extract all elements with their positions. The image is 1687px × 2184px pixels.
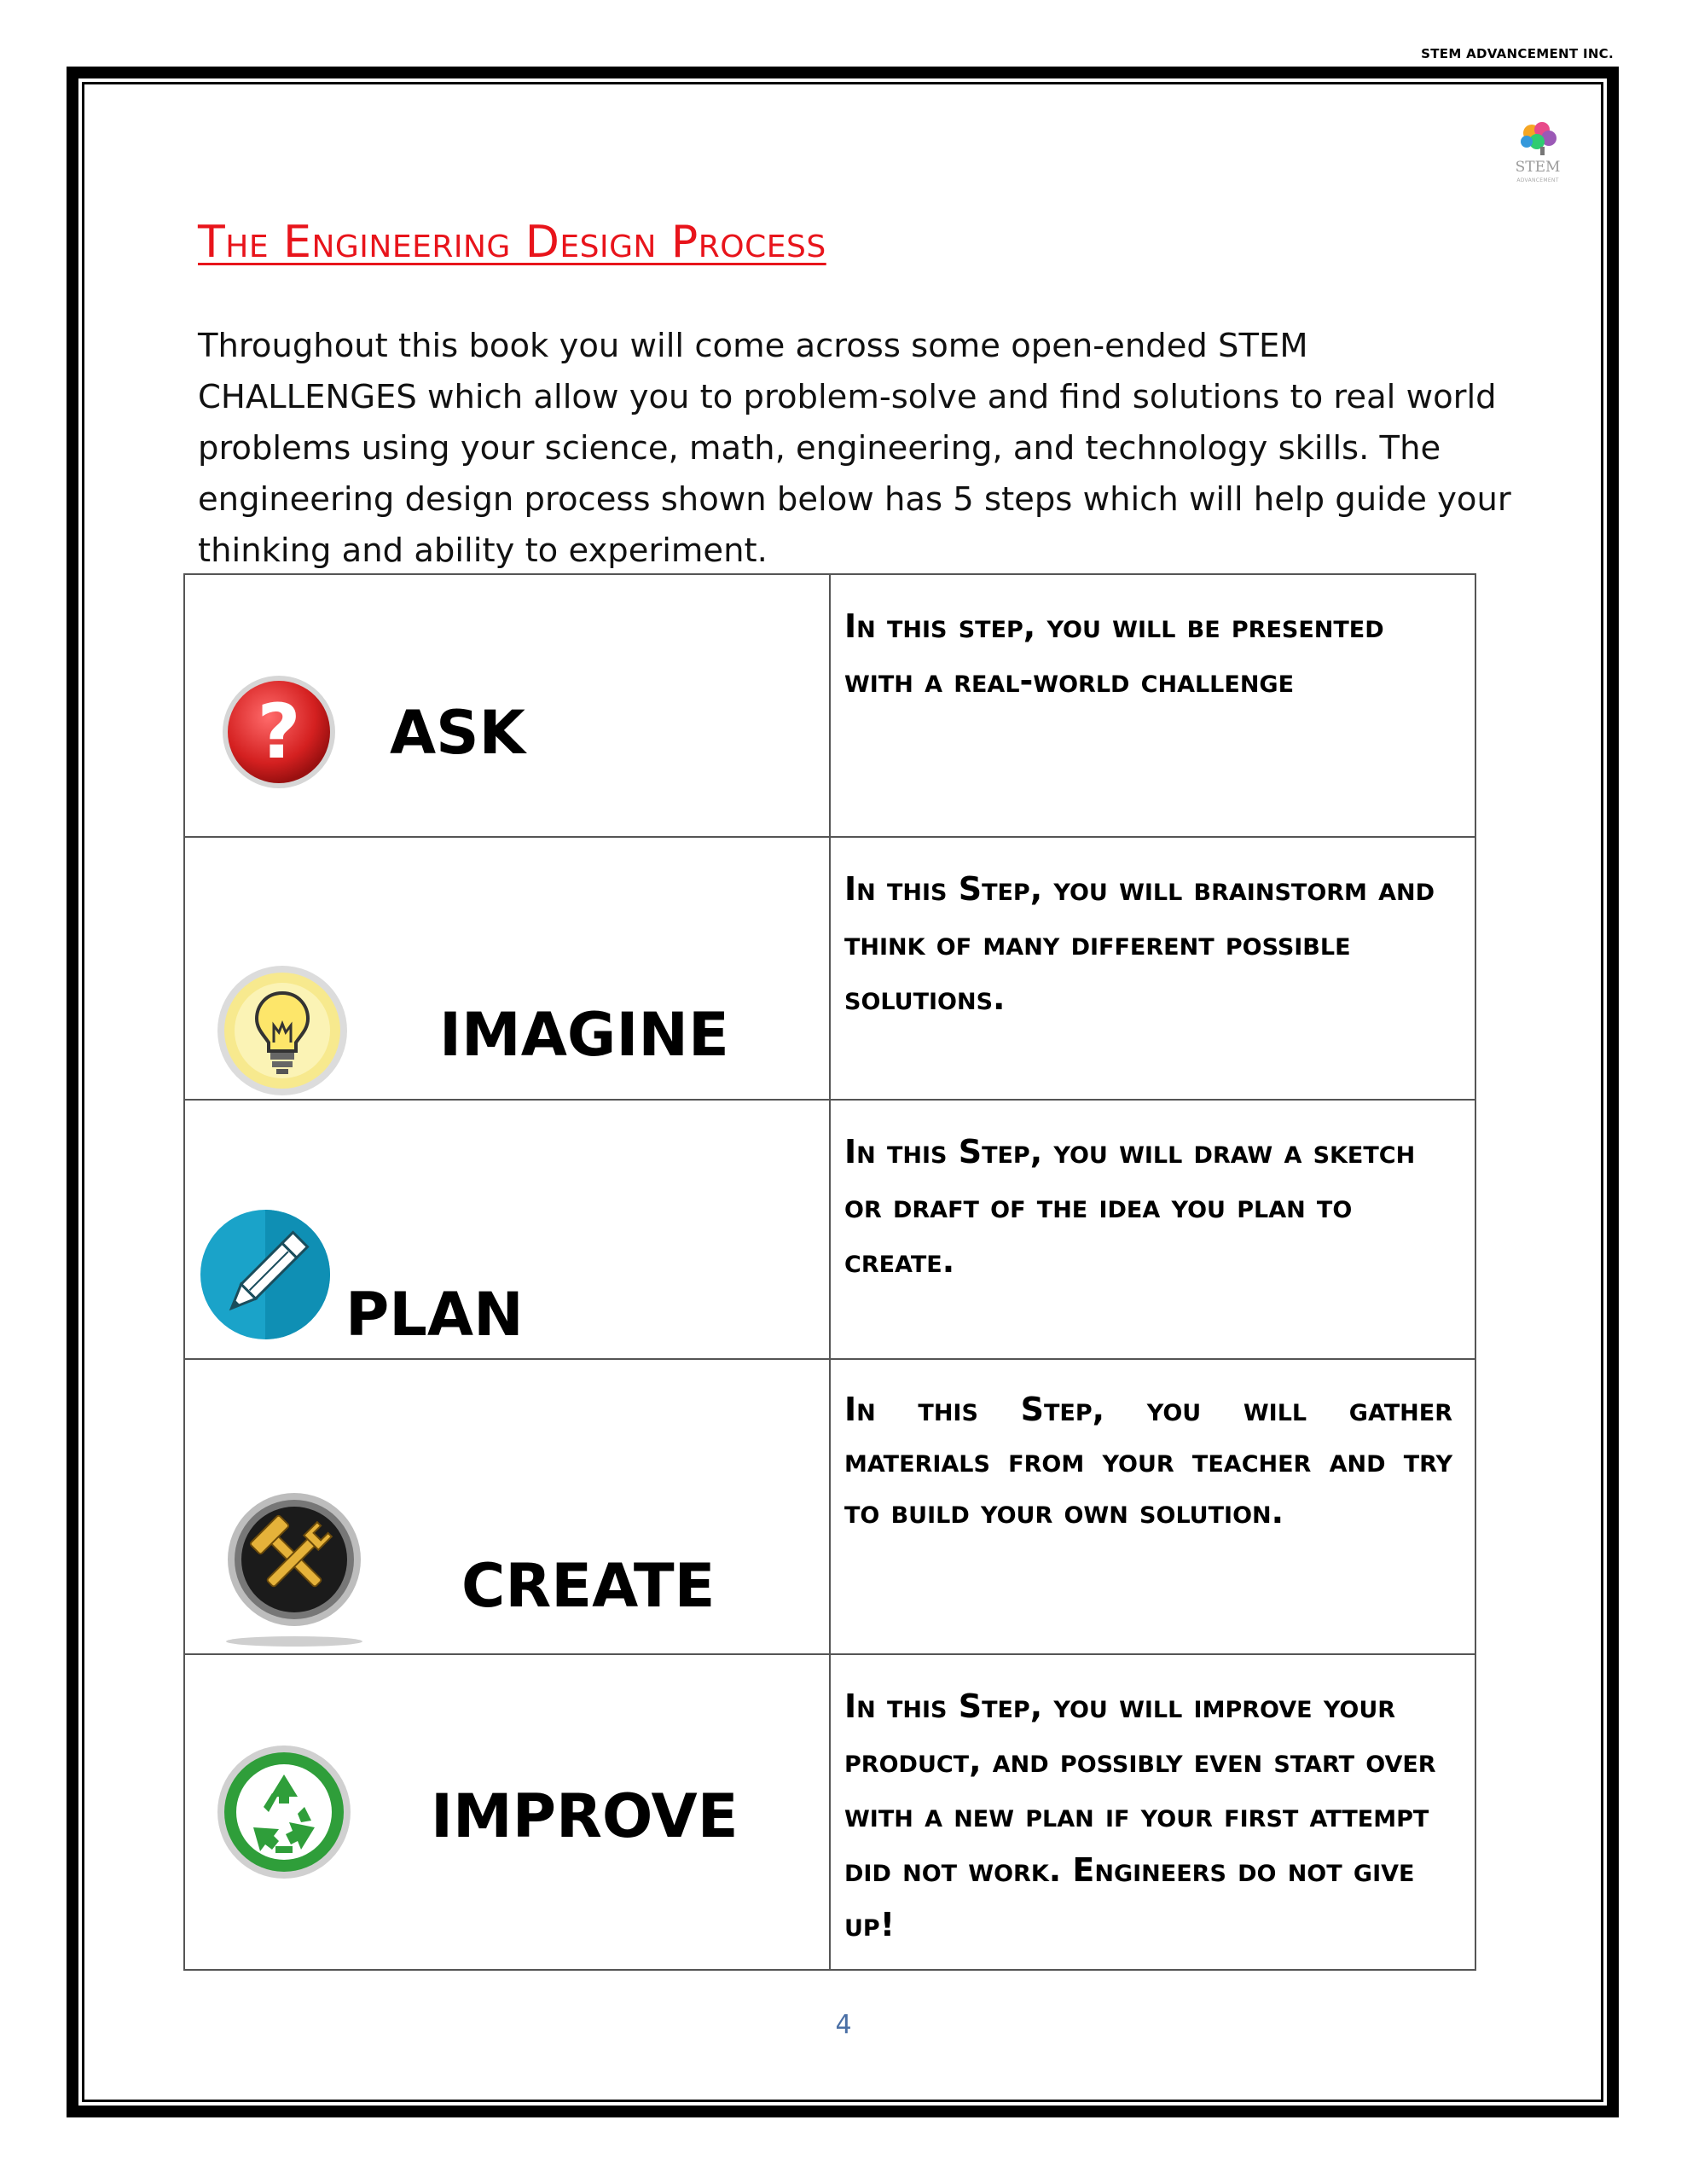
hammer-wrench-icon [224,1491,364,1648]
table-row [184,1100,1475,1359]
step-label-imagine: IMAGINE [439,1000,729,1070]
lightbulb-icon [216,964,349,1097]
pencil-icon [199,1208,332,1341]
step-description-cell [830,1359,1475,1654]
step-cell-improve [184,1654,830,1970]
brain-icon [1499,116,1576,159]
step-label-plan: PLAN [345,1280,524,1350]
step-cell-plan [184,1100,830,1359]
step-label-ask: ASK [390,698,525,768]
logo-subtext: ADVANCEMENT [1516,177,1559,183]
intro-paragraph: Throughout this book you will come across some open-ended STEM CHALLENGES which allow you to problem-solve and find solutions to real world problems using your science, math, engineering, and technology skills. The engineering design process shown below has 5 steps which will help guide your thinking and ability to experiment. [198,327,1511,570]
step-description-imagine: In this Step, you will brainstorm and think of many different possible solutions. [844,870,1435,1017]
step-description-cell [830,1100,1475,1359]
question-mark-icon [219,672,339,792]
logo-text: STEM [1515,159,1561,176]
step-description-cell [830,837,1475,1100]
step-description-plan: In this Step, you will draw a sketch or draft of the idea you plan to create. [844,1133,1416,1280]
table-row [184,837,1475,1100]
step-description-improve: In this Step, you will improve your product, and possibly even start over with a new plan if your first attempt did not work. Engineers do not give up! [844,1687,1436,1943]
stem-logo [1499,116,1576,193]
table-row [184,1654,1475,1970]
step-description-cell [830,574,1475,837]
organization-header: STEM ADVANCEMENT INC. [1421,46,1614,61]
step-cell-imagine [184,837,830,1100]
svg-text:?: ? [257,688,301,775]
table-row [184,574,1475,837]
step-label-improve: IMPROVE [431,1781,739,1851]
page-number: 4 [835,2010,852,2040]
design-process-table [183,573,1476,1971]
step-description-create: In this Step, you will gather materials from your teacher and try to build your own solution. [844,1391,1452,1531]
page-title: The Engineering Design Process [198,217,826,268]
step-cell-ask [184,574,830,837]
step-description-cell [830,1654,1475,1970]
recycle-icon [216,1744,352,1880]
step-cell-create [184,1359,830,1654]
step-description-ask: In this step, you will be presented with a real-world challenge [844,607,1384,700]
table-row [184,1359,1475,1654]
step-label-create: CREATE [461,1551,716,1621]
